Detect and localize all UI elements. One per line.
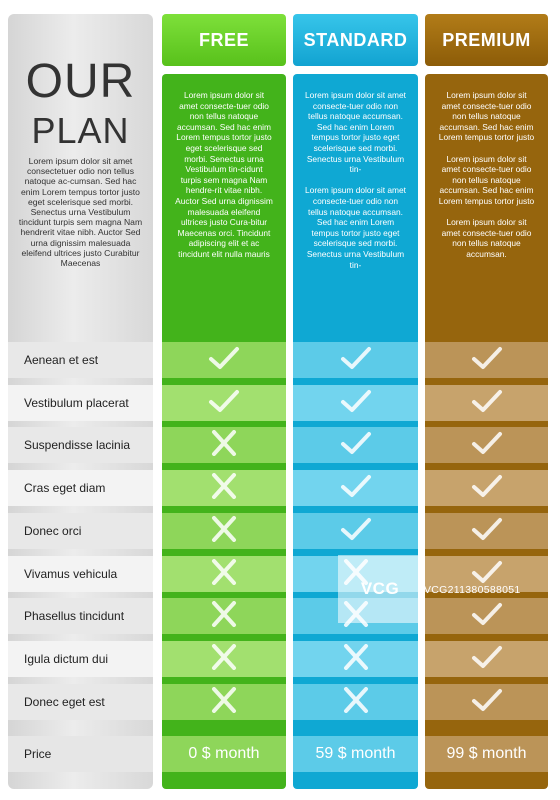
free-feature-cell (162, 470, 286, 506)
cross-icon (208, 430, 240, 461)
check-icon (471, 601, 503, 632)
cross-icon (208, 644, 240, 675)
watermark-logo-box (338, 555, 422, 623)
standard-feature-cell (293, 641, 418, 677)
cross-icon (208, 559, 240, 590)
free-feature-cell (162, 385, 286, 421)
premium-description (437, 90, 536, 270)
feature-label: Donec eget est (8, 684, 153, 720)
standard-description (305, 90, 406, 281)
check-icon (340, 430, 372, 461)
standard-feature-cell (293, 385, 418, 421)
check-icon (340, 516, 372, 547)
premium-feature-cell (425, 684, 548, 720)
watermark-logo: VCG (360, 579, 400, 598)
plan-tab-premium[interactable]: PREMIUM (425, 14, 548, 66)
free-feature-cell (162, 684, 286, 720)
check-icon (208, 388, 240, 419)
check-icon (340, 388, 372, 419)
plan-tab-standard[interactable]: STANDARD (293, 14, 418, 66)
heading-our: OUR (25, 55, 136, 108)
standard-desc-paragraph: Lorem ipsum dolor sit amet consecte-tuer odio non tellus natoque accumsan. Sed hac enim Lorem tempus tortor justo eget scelerisque sed morbi. Senectus urna Vestibulum tin- (305, 185, 407, 270)
price-standard[interactable]: 59 $ month (293, 736, 418, 772)
free-desc-paragraph: Lorem ipsum dolor sit amet consecte-tuer odio non tellus natoque accumsan. Sed hac enim Lorem tempus tortor justo eget scelerisque sed morbi. Senectus urna Vestibulum tin-cidunt turpis sem magna Nam hendre-rit vitae nibh. Auctor Sed urna dignissim malesuada eleifend ultrices justo Cura-bitur Maecenas orci. Tincidunt adipiscing elit et ac tincidunt elit nulla mauris (175, 90, 273, 259)
free-feature-cell (162, 641, 286, 677)
premium-desc-paragraph: Lorem ipsum dolor sit amet consecte-tuer odio non tellus natoque accumsan. Sed hac enim Lorem tempus tortor justo (438, 153, 535, 206)
free-feature-cell (162, 342, 286, 378)
plan-tab-free[interactable]: FREE (162, 14, 286, 66)
premium-feature-cell (425, 513, 548, 549)
standard-feature-cell (293, 684, 418, 720)
price-label: Price (8, 736, 153, 772)
plan-heading-block (8, 14, 153, 342)
standard-feature-cell (293, 513, 418, 549)
free-feature-cell (162, 513, 286, 549)
feature-label: Aenean et est (8, 342, 153, 378)
check-icon (471, 516, 503, 547)
check-icon (471, 430, 503, 461)
cross-icon (208, 473, 240, 504)
feature-label: Vestibulum placerat (8, 385, 153, 421)
feature-label: Vivamus vehicula (8, 556, 153, 592)
standard-feature-cell (293, 342, 418, 378)
watermark-text: VCG211380588051 (424, 584, 521, 596)
premium-desc-paragraph: Lorem ipsum dolor sit amet consecte-tuer odio non tellus natoque accumsan. (441, 217, 532, 259)
free-feature-cell (162, 427, 286, 463)
cross-icon (340, 687, 372, 718)
premium-desc-paragraph: Lorem ipsum dolor sit amet consecte-tuer odio non tellus natoque accumsan. Sed hac enim Lorem tempus tortor justo (438, 90, 535, 143)
check-icon (471, 388, 503, 419)
check-icon (471, 345, 503, 376)
check-icon (471, 687, 503, 718)
cross-icon (208, 601, 240, 632)
check-icon (340, 345, 372, 376)
price-free[interactable]: 0 $ month (162, 736, 286, 772)
check-icon (471, 473, 503, 504)
standard-feature-cell (293, 470, 418, 506)
free-feature-cell (162, 598, 286, 634)
feature-label: Phasellus tincidunt (8, 598, 153, 634)
check-icon (340, 473, 372, 504)
feature-label: Cras eget diam (8, 470, 153, 506)
heading-plan: PLAN (31, 110, 130, 151)
price-premium[interactable]: 99 $ month (425, 736, 548, 772)
premium-feature-cell (425, 342, 548, 378)
check-icon (208, 345, 240, 376)
standard-desc-paragraph: Lorem ipsum dolor sit amet consecte-tuer odio non tellus natoque accumsan. Sed hac enim Lorem tempus tortor justo eget scelerisque sed morbi. Senectus urna Vestibulum tin- (305, 90, 407, 175)
free-description (174, 90, 274, 270)
feature-label: Suspendisse lacinia (8, 427, 153, 463)
premium-feature-cell (425, 427, 548, 463)
check-icon (471, 644, 503, 675)
free-feature-cell (162, 556, 286, 592)
cross-icon (340, 644, 372, 675)
premium-feature-cell (425, 470, 548, 506)
premium-feature-cell (425, 641, 548, 677)
feature-label: Donec orci (8, 513, 153, 549)
cross-icon (208, 687, 240, 718)
standard-feature-cell (293, 427, 418, 463)
feature-label: Igula dictum dui (8, 641, 153, 677)
cross-icon (208, 516, 240, 547)
intro-text: Lorem ipsum dolor sit amet consectetuer odio non tellus natoque ac-cumsan. Sed hac enim Lorem tempus tortor justo eget scelerisque sed morbi. Senectus urna Vestibulum tincidunt turpis sem magna Nam hendrerit vitae nibh. Auctor Sed urna dignissim malesuada eleifend ultrices justo Curabitur Maecenas (18, 156, 143, 269)
premium-feature-cell (425, 385, 548, 421)
premium-feature-cell (425, 598, 548, 634)
